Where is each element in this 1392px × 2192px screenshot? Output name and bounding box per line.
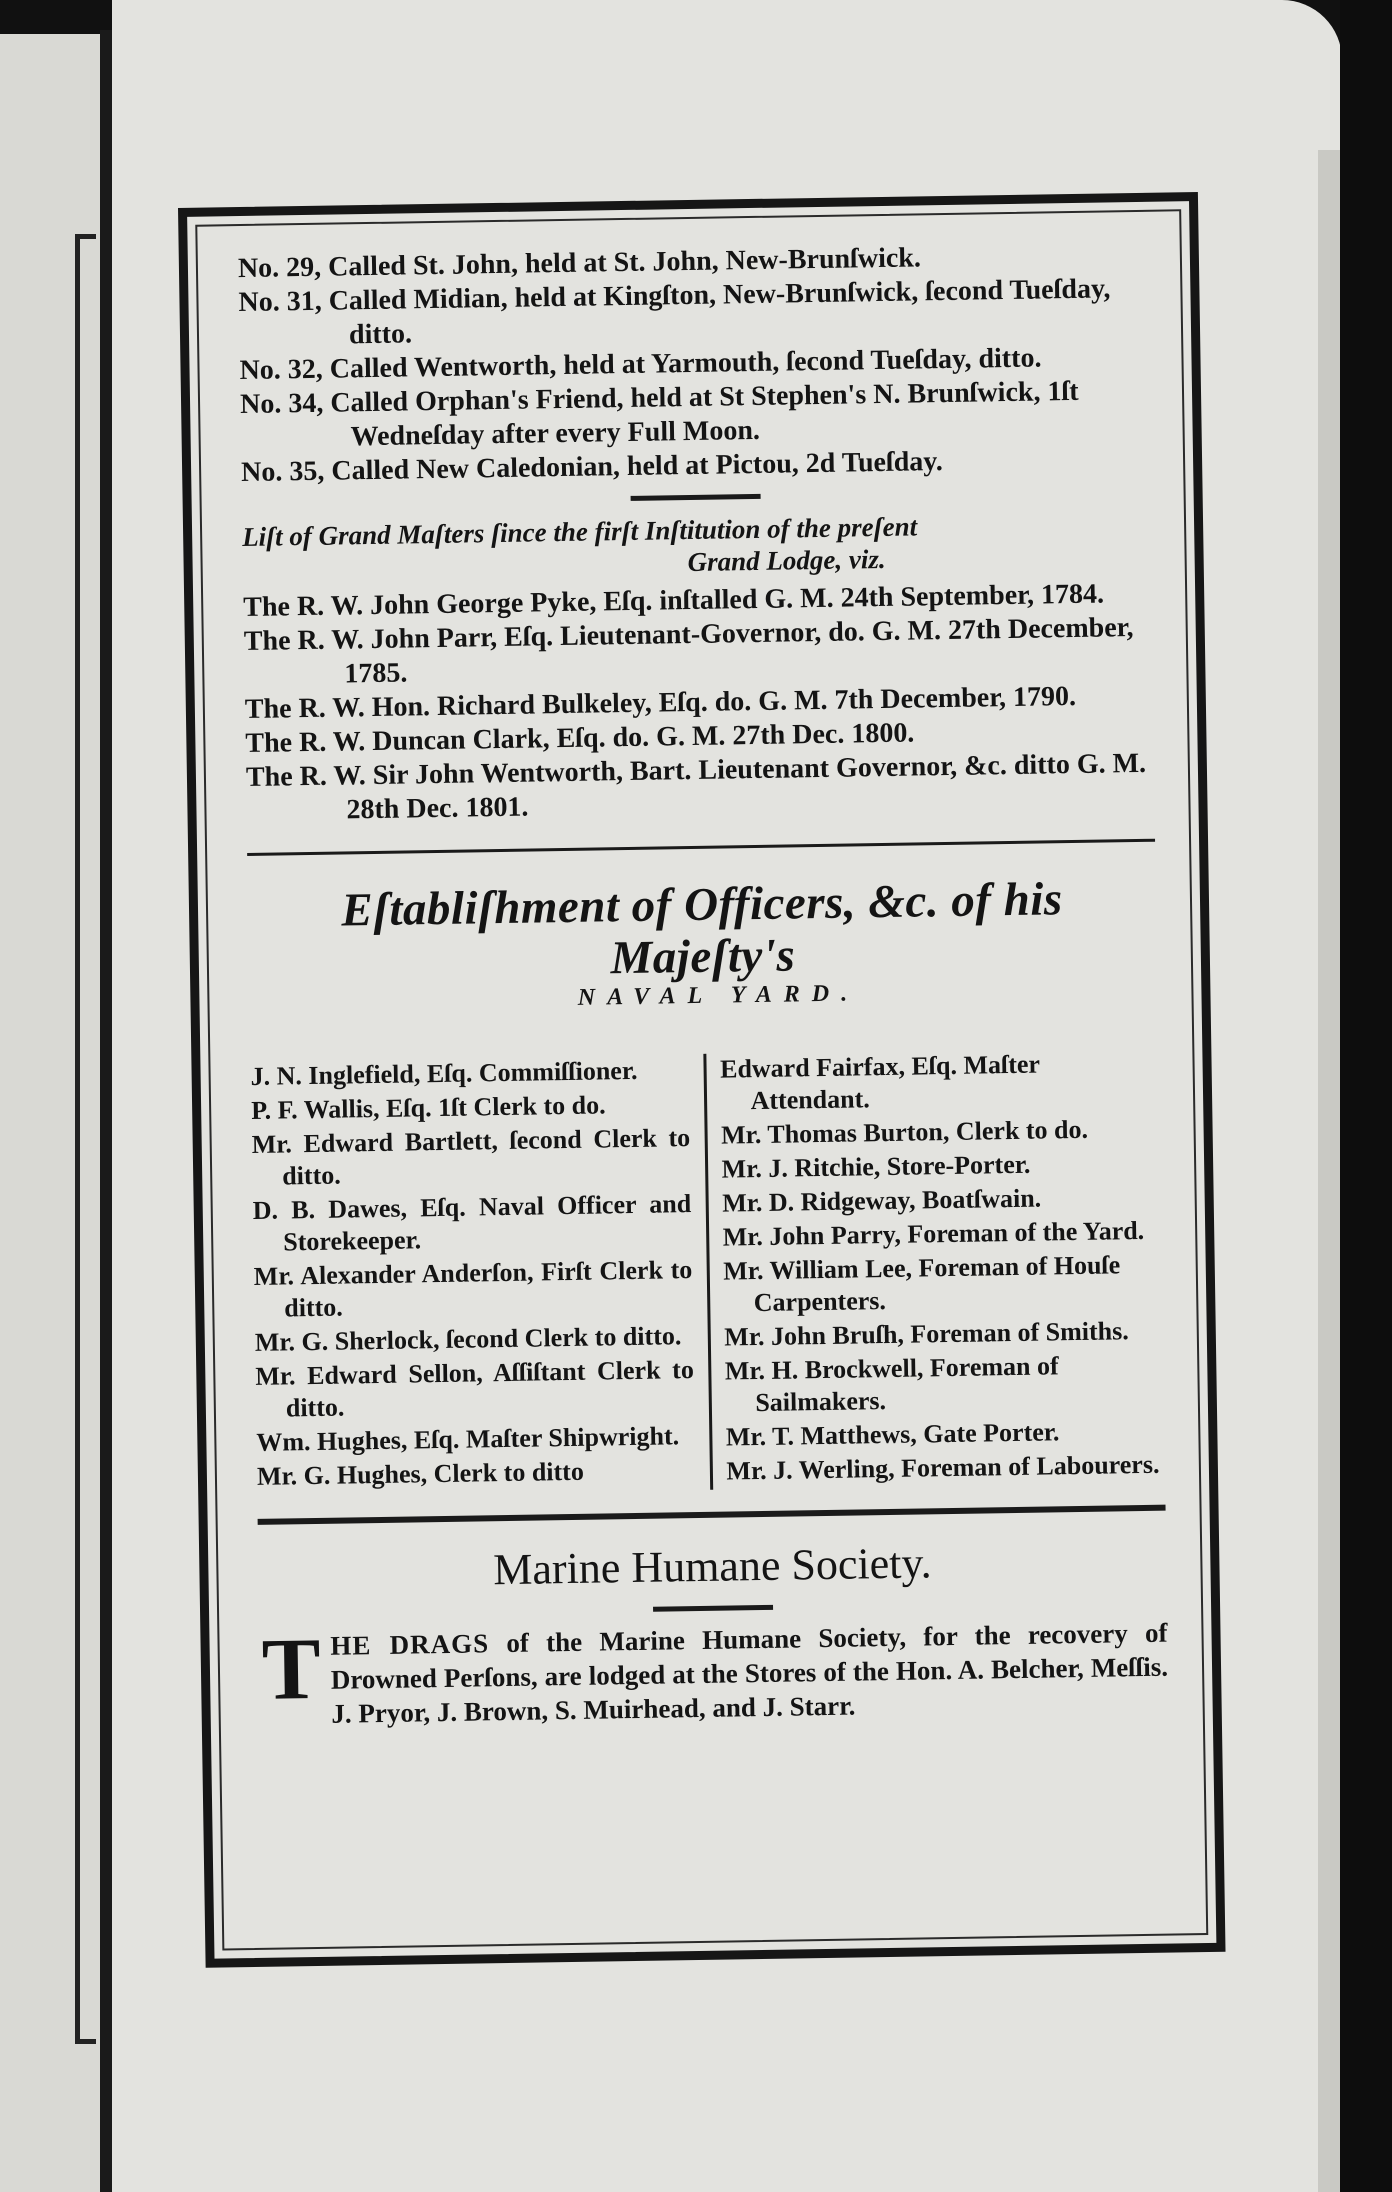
officer-entry: Mr. G. Hughes, Clerk to ditto xyxy=(256,1456,585,1491)
grand-master-entry: The R. W. John Parr, Eſq. Lieutenant-Governor, do. G. M. 27th December, 1785. xyxy=(243,612,1134,690)
officer-entry: Mr. T. Matthews, Gate Porter. xyxy=(725,1417,1060,1452)
notice-lead: HE DRAGS xyxy=(330,1628,490,1661)
left-page-edge xyxy=(0,34,104,2192)
establishment-title: Eſtabliſhment of Officers, &c. of his Majeſty's xyxy=(340,873,1064,985)
officer-entry: J. N. Inglefield, Eſq. Commiſſioner. xyxy=(250,1055,638,1091)
grand-masters-list xyxy=(243,577,1155,829)
grand-masters-heading xyxy=(242,507,1151,585)
left-page-border xyxy=(75,234,96,2044)
grand-master-entry: The R. W. Hon. Richard Bulkeley, Eſq. do. G. M. 7th December, 1790. xyxy=(244,680,1077,726)
officer-entry: Mr. Edward Bartlett, ſecond Clerk to ditto. xyxy=(251,1123,691,1191)
grand-master-entry: The R. W. John George Pyke, Eſq. inſtalled G. M. 24th September, 1784. xyxy=(243,578,1105,624)
officer-entry: Mr. H. Brockwell, Foreman of Sailmakers. xyxy=(724,1351,1059,1418)
officer-entry: Mr. John Bruſh, Foreman of Smiths. xyxy=(724,1316,1129,1352)
page-edge-shadow xyxy=(1340,0,1392,2192)
grand-masters-heading-line2: Grand Lodge, viz. xyxy=(687,543,886,578)
officer-entry: Edward Fairfax, Eſq. Maſter Attendant. xyxy=(719,1049,1040,1116)
marine-humane-society-title: Marine Humane Society. xyxy=(492,1538,932,1595)
grand-master-entry: The R. W. Duncan Clark, Eſq. do. G. M. 27th Dec. 1800. xyxy=(245,717,915,760)
lodge-entry: No. 29, Called St. John, held at St. John, New-Brunſwick. xyxy=(237,242,922,285)
officer-entry: P. F. Wallis, Eſq. 1ſt Clerk to do. xyxy=(250,1090,606,1125)
short-divider xyxy=(631,494,761,501)
officer-entry: Mr. Edward Sellon, Aſſiſtant Clerk to ditto. xyxy=(255,1355,695,1423)
grand-master-entry: The R. W. Sir John Wentworth, Bart. Lieutenant Governor, &c. ditto G. M. 28th Dec. 1801. xyxy=(245,747,1147,826)
section-divider xyxy=(247,839,1155,856)
lodge-entry: No. 34, Called Orphan's Friend, held at St Stephen's N. Brunſwick, 1ſt Wedneſday after every Full Moon. xyxy=(239,375,1079,453)
drop-cap: T xyxy=(261,1620,322,1719)
officer-entry: Mr. William Lee, Foreman of Houſe Carpenters. xyxy=(723,1250,1121,1318)
section-divider-heavy xyxy=(258,1505,1166,1525)
officer-entry: Mr. Thomas Burton, Clerk to do. xyxy=(720,1114,1089,1150)
lodge-entry: No. 31, Called Midian, held at Kingſton, New-Brunſwick, ſecond Tueſday, ditto. xyxy=(238,273,1111,351)
establishment-subtitle: NAVAL YARD. xyxy=(577,980,860,1011)
marine-humane-society-notice xyxy=(259,1616,1168,1732)
officer-entry: Mr. J. Werling, Foreman of Labourers. xyxy=(726,1449,1160,1486)
officers-columns xyxy=(250,1047,1165,1497)
page-frame-inner xyxy=(195,209,1208,1950)
officer-entry: Wm. Hughes, Eſq. Maſter Shipwright. xyxy=(256,1421,680,1457)
lodge-entry: No. 35, Called New Caledonian, held at Pictou, 2d Tueſday. xyxy=(240,446,943,489)
officer-entry: Mr. J. Ritchie, Store-Porter. xyxy=(721,1149,1031,1184)
short-divider xyxy=(653,1605,773,1612)
lodge-list xyxy=(238,238,1150,490)
officer-entry: Mr. G. Sherlock, ſecond Clerk to ditto. xyxy=(254,1321,682,1357)
officer-entry: D. B. Dawes, Eſq. Naval Officer and Storekeeper. xyxy=(252,1189,692,1257)
officer-entry: Mr. D. Ridgeway, Boatſwain. xyxy=(721,1183,1042,1218)
column-divider xyxy=(703,1054,713,1490)
officers-left-column xyxy=(250,1054,695,1497)
grand-masters-heading-line1: Liſt of Grand Maſters ſince the firſt Inſtitution of the preſent xyxy=(241,511,918,553)
notice-body: of the Marine Humane Society, for the recovery of Drowned Perſons, are lodged at the Stores of the Hon. A. Belcher, Meſſis. J. Pryor, J. Brown, S. Muirhead, and J. Starr. xyxy=(330,1617,1169,1729)
officer-entry: Mr. Alexander Anderſon, Firſt Clerk to ditto. xyxy=(253,1255,693,1323)
officer-entry: Mr. John Parry, Foreman of the Yard. xyxy=(722,1215,1145,1252)
lodge-entry: No. 32, Called Wentworth, held at Yarmouth, ſecond Tueſday, ditto. xyxy=(239,342,1042,387)
page-frame xyxy=(178,192,1226,1968)
officers-right-column xyxy=(720,1047,1165,1490)
